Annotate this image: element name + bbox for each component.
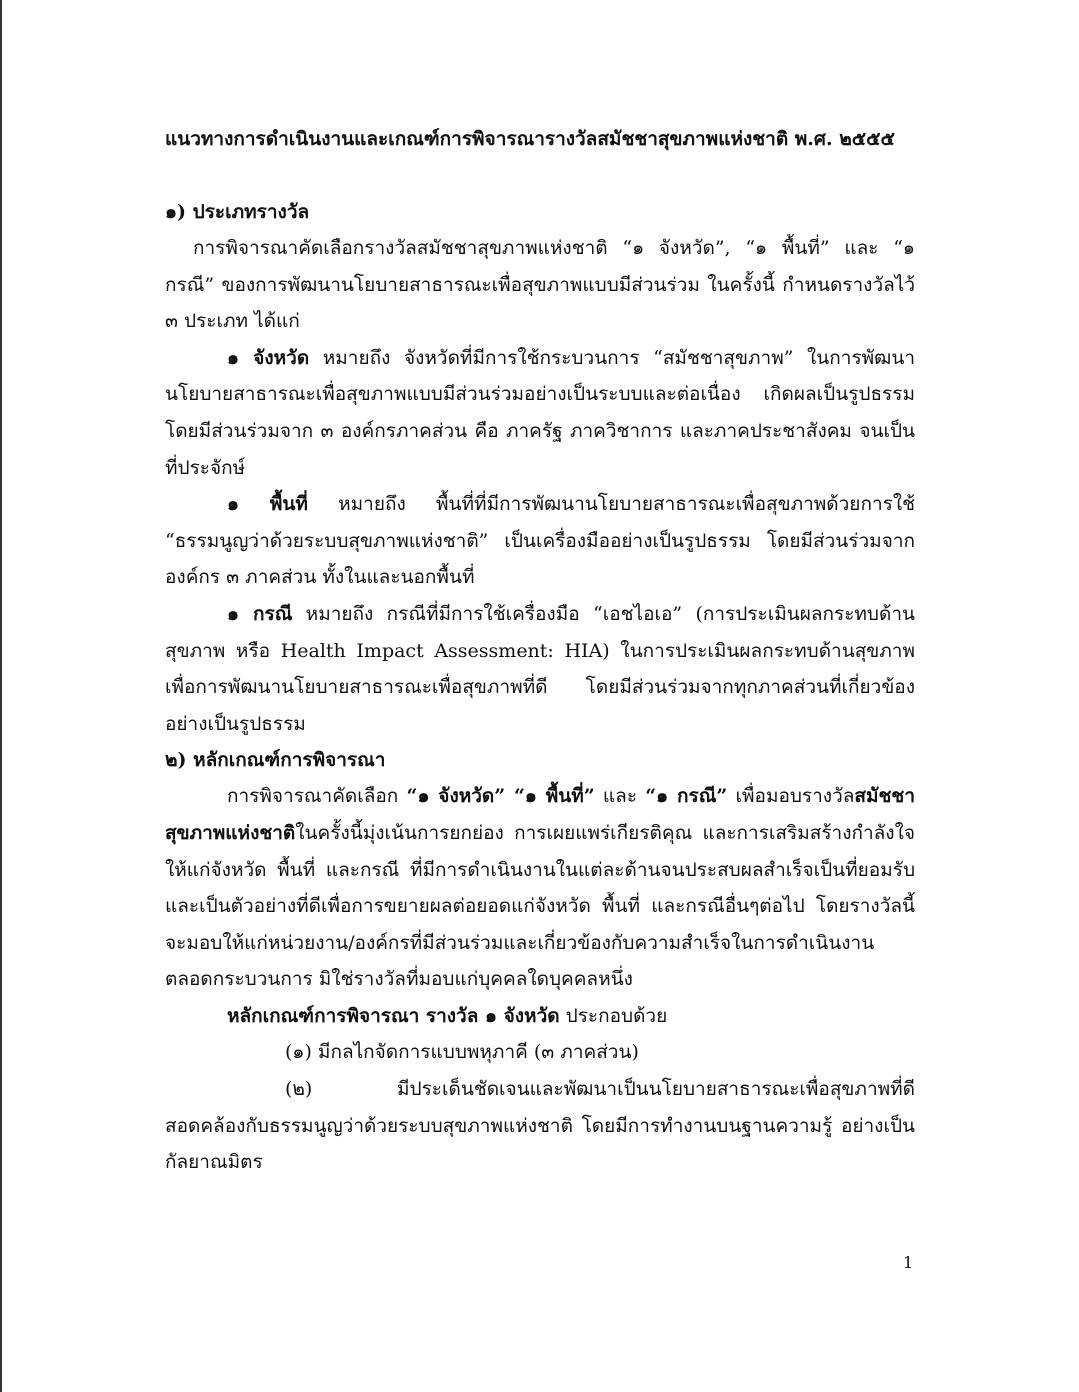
section-2-intro	[165, 778, 915, 998]
award-type-case-text: หมายถึง กรณีที่มีการใช้เครื่องมือ “เอชไอเอ” (การประเมินผลกระทบด้านสุขภาพ หรือ Health Impact Assessment: HIA) ในการประเมินผลกระทบด้านสุขภาพเพื่อการพัฒนานโยบายสาธารณะเพื่อสุขภาพที่ดี โดยมีส่วนร่วมจากทุกภาคส่วนที่เกี่ยวข้องอย่างเป็นรูปธรรม	[165, 602, 915, 735]
award-type-area-term: ๑ พื้นที่	[227, 493, 308, 516]
criteria-heading-line	[165, 998, 915, 1035]
intro-part-c: และ	[594, 785, 646, 808]
criterion-1: (๑) มีกลไกจัดการแบบพหุภาคี (๓ ภาคส่วน)	[285, 1041, 639, 1064]
section-1-heading: ๑) ประเภทรางวัล	[165, 201, 310, 223]
award-type-case-term: ๑ กรณี	[227, 602, 293, 625]
document-body	[165, 122, 915, 1181]
intro-part-d: “๑ กรณี”	[645, 785, 728, 808]
criteria-suffix: ประกอบด้วย	[559, 1004, 668, 1027]
page-left-edge	[0, 0, 2, 1392]
award-type-area	[165, 486, 915, 596]
page-number: 1	[903, 1253, 914, 1272]
intro-part-b: “๑ จังหวัด” “๑ พื้นที่”	[406, 785, 595, 808]
document-title: แนวทางการดำเนินงานและเกณฑ์การพิจารณารางวัลสมัชชาสุขภาพแห่งชาติ พ.ศ. ๒๕๕๕	[165, 128, 895, 150]
criterion-2: (๒) มีประเด็นชัดเจนและพัฒนาเป็นนโยบายสาธารณะเพื่อสุขภาพที่ดีสอดคล้องกับธรรมนูญว่าด้วยระบบสุขภาพแห่งชาติ โดยมีการทำงานบนฐานความรู้ อย่างเป็นกัลยาณมิตร	[165, 1078, 915, 1174]
intro-part-g: ในครั้งนี้มุ่งเน้นการยกย่อง การเผยแพร่เกียรติคุณ และการเสริมสร้างกำลังใจให้แก่จังหวัด พื้นที่ และกรณี ที่มีการดำเนินงานในแต่ละด้านจนประสบผลสำเร็จเป็นที่ยอมรับ และเป็นตัวอย่างที่ดีเพื่อการขยายผลต่อยอดแก่จังหวัด พื้นที่ และกรณีอื่นๆต่อไป โดยรางวัลนี้จะมอบให้แก่หน่วยงาน/องค์กรที่มีส่วนร่วมและเกี่ยวข้องกับความสำเร็จในการดำเนินงานตลอดกระบวนการ มิใช่รางวัลที่มอบแก่บุคคลใดบุคคลหนึ่ง	[165, 821, 915, 991]
section-2-heading: ๒) หลักเกณฑ์การพิจารณา	[165, 749, 386, 772]
award-type-province-text: หมายถึง จังหวัดที่มีการใช้กระบวนการ “สมัชชาสุขภาพ” ในการพัฒนานโยบายสาธารณะเพื่อสุขภาพแบบมีส่วนร่วมอย่างเป็นระบบและต่อเนื่อง เกิดผลเป็นรูปธรรม โดยมีส่วนร่วมจาก ๓ องค์กรภาคส่วน คือ ภาครัฐ ภาควิชาการ และภาคประชาสังคม จนเป็นที่ประจักษ์	[165, 346, 915, 479]
award-type-province	[165, 340, 915, 486]
award-type-case	[165, 596, 915, 742]
section-1-intro: การพิจารณาคัดเลือกรางวัลสมัชชาสุขภาพแห่งชาติ “๑ จังหวัด”, “๑ พื้นที่” และ “๑ กรณี” ของการพัฒนานโยบายสาธารณะเพื่อสุขภาพแบบมีส่วนร่วม ในครั้งนี้ กำหนดรางวัลไว้ ๓ ประเภท ได้แก่	[165, 237, 915, 333]
intro-part-e: เพื่อมอบรางวัล	[727, 785, 855, 808]
award-type-province-term: ๑ จังหวัด	[227, 346, 310, 369]
criteria-heading: หลักเกณฑ์การพิจารณา รางวัล ๑ จังหวัด	[227, 1004, 560, 1027]
intro-part-f: สมัชชาสุขภาพแห่งชาติ	[165, 785, 915, 844]
intro-part-a: การพิจารณาคัดเลือก	[227, 785, 407, 808]
award-type-area-text: หมายถึง พื้นที่ที่มีการพัฒนานโยบายสาธารณะเพื่อสุขภาพด้วยการใช้ “ธรรมนูญว่าด้วยระบบสุขภาพแห่งชาติ” เป็นเครื่องมืออย่างเป็นรูปธรรม โดยมีส่วนร่วมจากองค์กร ๓ ภาคส่วน ทั้งในและนอกพื้นที่	[165, 493, 915, 589]
